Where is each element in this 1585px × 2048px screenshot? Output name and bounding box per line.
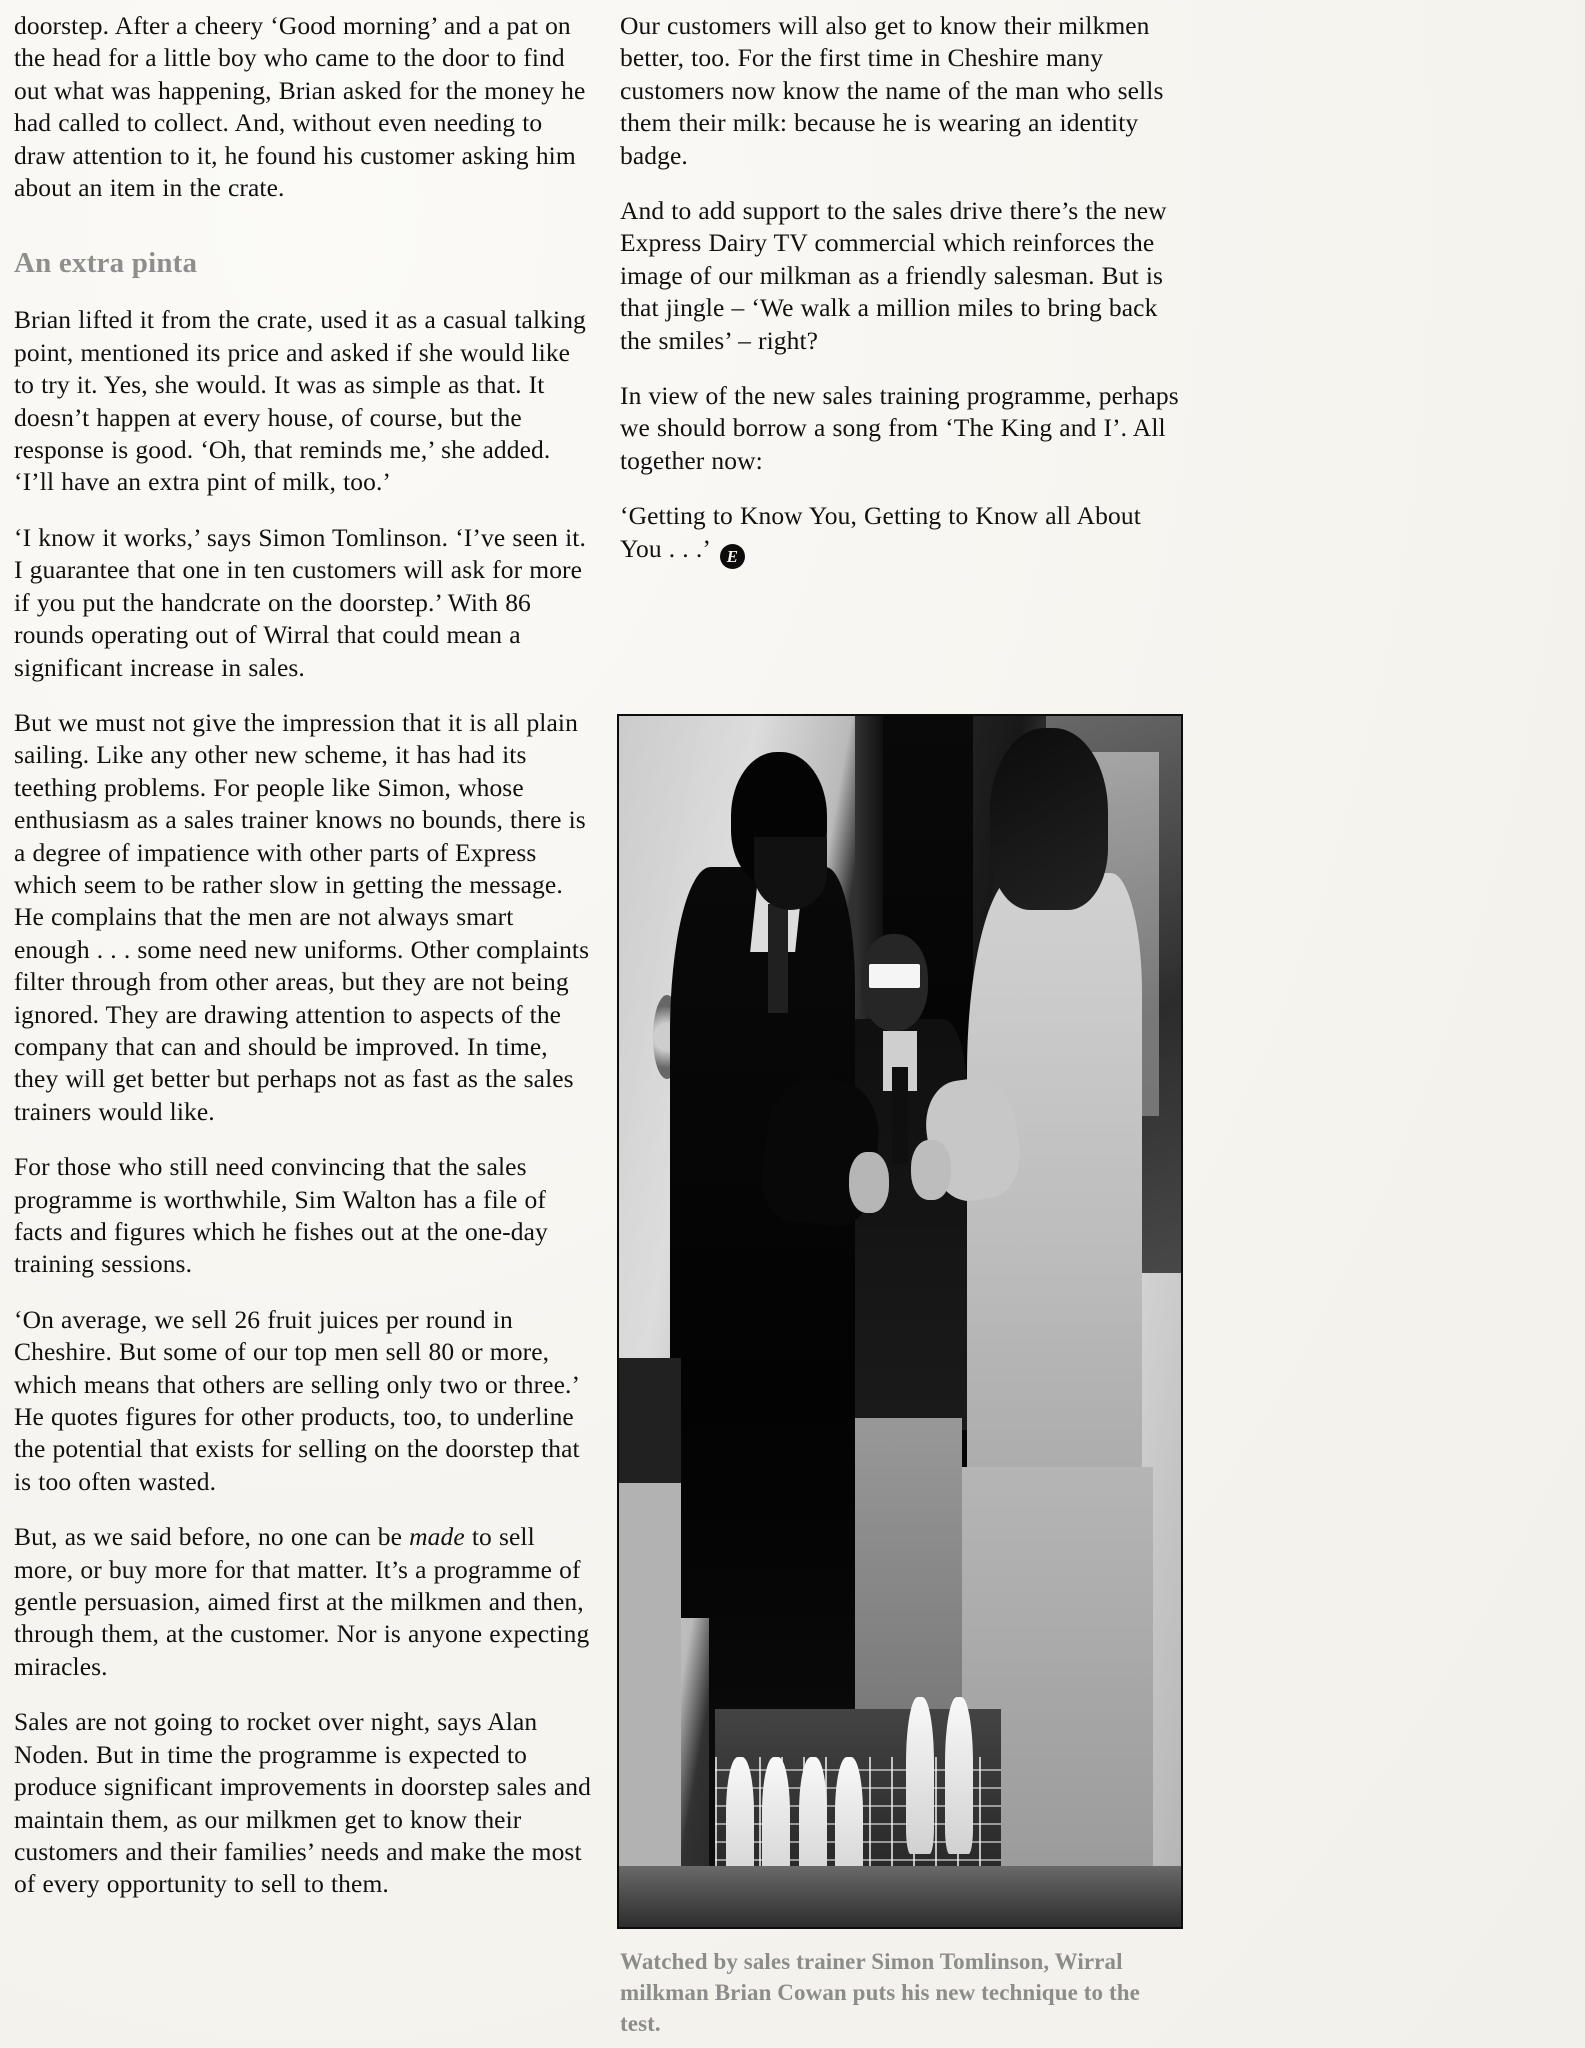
paragraph-brian-lifted: Brian lifted it from the crate, used it as a casual talking point, mentioned its price and asked if she would like to try it. Yes, she would. It was as simple as that. It doesn’t happen at every house, of course, but the response is good. ‘Oh, that reminds me,’ she added. ‘I’ll have an extra pint of milk, too.’ [14,305,586,497]
article-photograph-container [617,714,1183,1929]
photo-doorstep [619,1866,1181,1927]
paragraph-getting-to-know-you [620,500,1186,566]
paragraph-king-and-i: In view of the new sales training programme, perhaps we should borrow a song from ‘The King and I’. All together now: [620,381,1179,475]
end-of-article-mark-icon: E [720,544,745,569]
paragraph-alan-noden: Sales are not going to rocket over night, says Alan Noden. But in time the programme is expected to produce significant improvements in doorstep sales and maintain them, as our milkmen get to know their customers and their families’ needs and make the most of every opportunity to sell to them. [14,1707,591,1899]
photo-milkman-beard [754,837,827,910]
photo-woman-hand [911,1140,950,1201]
photo-sales-trainer-trousers [855,1418,962,1733]
paragraph-i-know-it-works: ‘I know it works,’ says Simon Tomlinson. ‘I’ve seen it. I guarantee that one in ten customers will ask for more if you put the handcrate on the doorstep.’ With 86 rounds operating out of Wirral that could mean a significant increase in sales. [14,522,586,682]
photo-child [619,1358,681,1927]
photo-milkman-tie [768,904,788,1013]
article-photograph [617,714,1183,1929]
photo-woman-body [967,873,1141,1539]
photo-caption: Watched by sales trainer Simon Tomlinson, Wirral milkman Brian Cowan puts his new technique to the test. [620,1949,1140,2036]
final-lyric-text: ‘Getting to Know You, Getting to Know all About You . . .’ [620,501,1141,563]
paragraph-doorstep: doorstep. After a cheery ‘Good morning’ and a pat on the head for a little boy who came to the door to find out what was happening, Brian asked for the money he had called to collect. And, without even needing to draw attention to it, he found his customer asking him about an item in the crate. [14,11,586,203]
paragraph-fruit-juices: ‘On average, we sell 26 fruit juices per round in Cheshire. But some of our top men sell 80 or more, which means that others are selling only two or three.’ He quotes figures for other products, too, to underline the potential that exists for selling on the doorstep that is too often wasted. [14,1304,580,1496]
left-text-column [14,0,594,1924]
photo-sales-trainer-glasses [869,964,920,988]
photo-sales-trainer-tie [892,1067,909,1164]
right-text-column [620,0,1186,590]
section-heading-an-extra-pinta: An extra pinta [14,247,198,280]
photo-woman-hair [990,728,1108,910]
emphasis-text-after: to sell more, or buy more for that matter. It’s a programme of gentle persuasion, aimed first at the milkmen and then, through them, at the customer. Nor is anyone expecting miracles. [14,1522,590,1681]
paragraph-sim-walton: For those who still need convincing that the sales programme is worthwhile, Sim Walton has a file of facts and figures which he fishes out at the one-day training sessions. [14,1152,548,1279]
photo-milk-bottle [906,1697,934,1854]
paragraph-plain-sailing: But we must not give the impression that it is all plain sailing. Like any other new scheme, it has had its teething problems. For people like Simon, whose enthusiasm as a sales trainer knows no bounds, there is a degree of impatience with other parts of Express which seem to be rather slow in getting the message. He complains that the men are not always smart enough . . . some need new uniforms. Other complaints filter through from other areas, but they are not being ignored. They are drawing attention to aspects of the company that can and should be improved. In time, they will get better but perhaps not as fast as the sales trainers would like. [14,707,590,1126]
paragraph-gentle-persuasion [14,1521,594,1683]
paragraph-identity-badge: Our customers will also get to know their milkmen better, too. For the first time in Cheshire many customers now know the name of the man who sells them their milk: because he is wearing an identity badge. [620,11,1164,170]
photo-milkman-coat [670,867,855,1618]
emphasis-text-before: But, as we said before, no one can be [14,1522,410,1552]
photo-milk-bottle [945,1697,973,1854]
emphasised-word-made: made [409,1522,465,1552]
paragraph-tv-commercial: And to add support to the sales drive there’s the new Express Dairy TV commercial which reinforces the image of our milkman as a friendly salesman. But is that jingle – ‘We walk a million miles to bring back the smiles’ – right? [620,196,1167,355]
photo-milkman-hand [849,1152,888,1213]
